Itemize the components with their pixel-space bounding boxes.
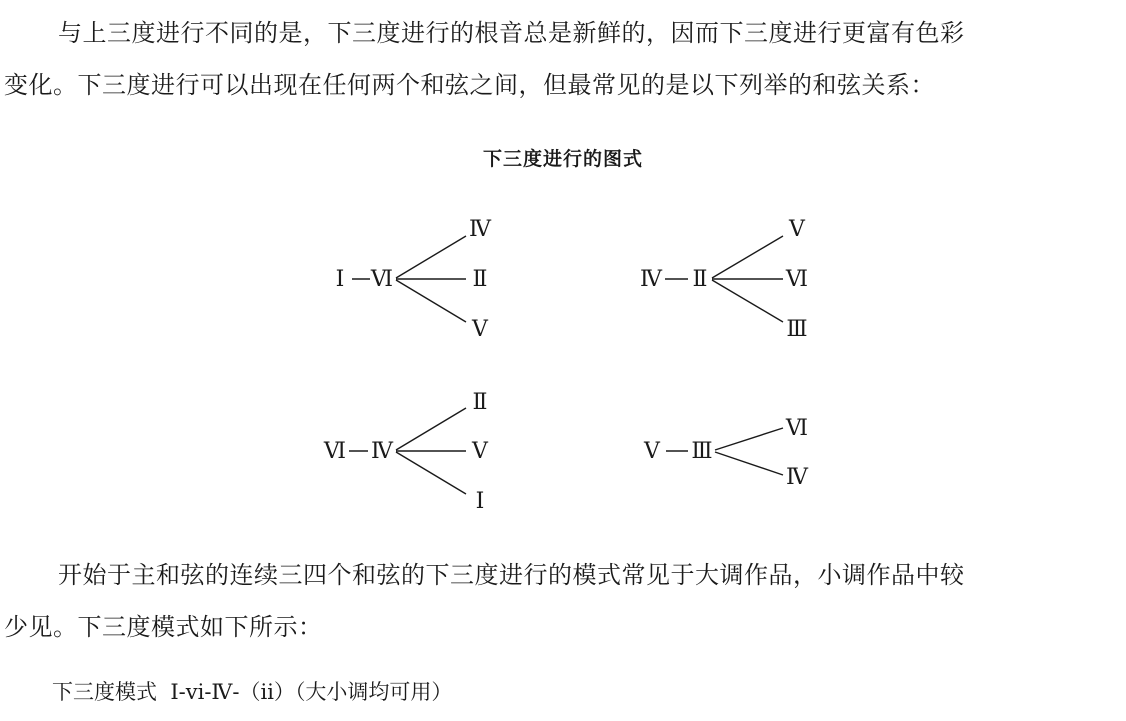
group-2-from-label: Ⅳ (640, 267, 662, 292)
group-2-branch-line (712, 236, 783, 278)
group-2-branch-line (712, 280, 783, 322)
group-4-branch-line (715, 428, 783, 450)
diagram-group-1 (336, 217, 492, 342)
group-3-branch-line (396, 452, 466, 494)
group-1-target-label: Ⅱ (472, 267, 488, 292)
group-4-branch-line (715, 452, 783, 475)
group-2-root-label: Ⅱ (692, 267, 708, 292)
pattern-label: 下三度模式 (52, 680, 157, 704)
group-4-root-label: Ⅲ (691, 439, 713, 464)
pattern-note: （大小调均可用） (294, 680, 453, 704)
paragraph-2-line-2: 少见。下三度模式如下所示： (4, 613, 323, 641)
group-1-from-label: Ⅰ (335, 267, 345, 292)
diagram-group-4 (643, 416, 809, 490)
group-3-target-label: Ⅰ (475, 489, 485, 514)
pattern-progression: Ⅰ-ⅵ-Ⅳ-（ⅱ） (170, 680, 295, 704)
group-1-target-label: Ⅴ (472, 317, 488, 342)
paragraph-2-line-1: 开始于主和弦的连续三四个和弦的下三度进行的模式常见于大调作品，小调作品中较 (58, 561, 965, 589)
group-3-branch-line (396, 408, 466, 450)
group-1-branch-line (396, 236, 466, 278)
group-4-target-label: Ⅳ (786, 465, 808, 490)
pattern-line (52, 676, 452, 706)
diagram-group-3 (323, 390, 489, 514)
paragraph-1-line-1: 与上三度进行不同的是，下三度进行的根音总是新鲜的，因而下三度进行更富有色彩 (58, 19, 965, 47)
group-4-target-label: Ⅵ (785, 416, 809, 441)
group-1-target-label: Ⅳ (469, 217, 491, 242)
group-4-from-label: Ⅴ (644, 439, 660, 464)
group-2-target-label: Ⅲ (786, 317, 808, 342)
diagram-group-2 (640, 217, 808, 342)
paragraph-1-line-2: 变化。下三度进行可以出现在任何两个和弦之间，但最常见的是以下列举的和弦关系： (4, 71, 935, 99)
group-2-target-label: Ⅵ (785, 267, 809, 292)
group-3-from-label: Ⅵ (323, 439, 347, 464)
group-2-target-label: Ⅴ (789, 217, 805, 242)
group-3-root-label: Ⅳ (371, 439, 393, 464)
group-1-branch-line (396, 280, 466, 322)
group-3-target-label: Ⅴ (472, 439, 488, 464)
group-3-target-label: Ⅱ (472, 390, 488, 415)
figure-caption: 下三度进行的图式 (482, 148, 643, 170)
group-1-root-label: Ⅵ (370, 267, 394, 292)
